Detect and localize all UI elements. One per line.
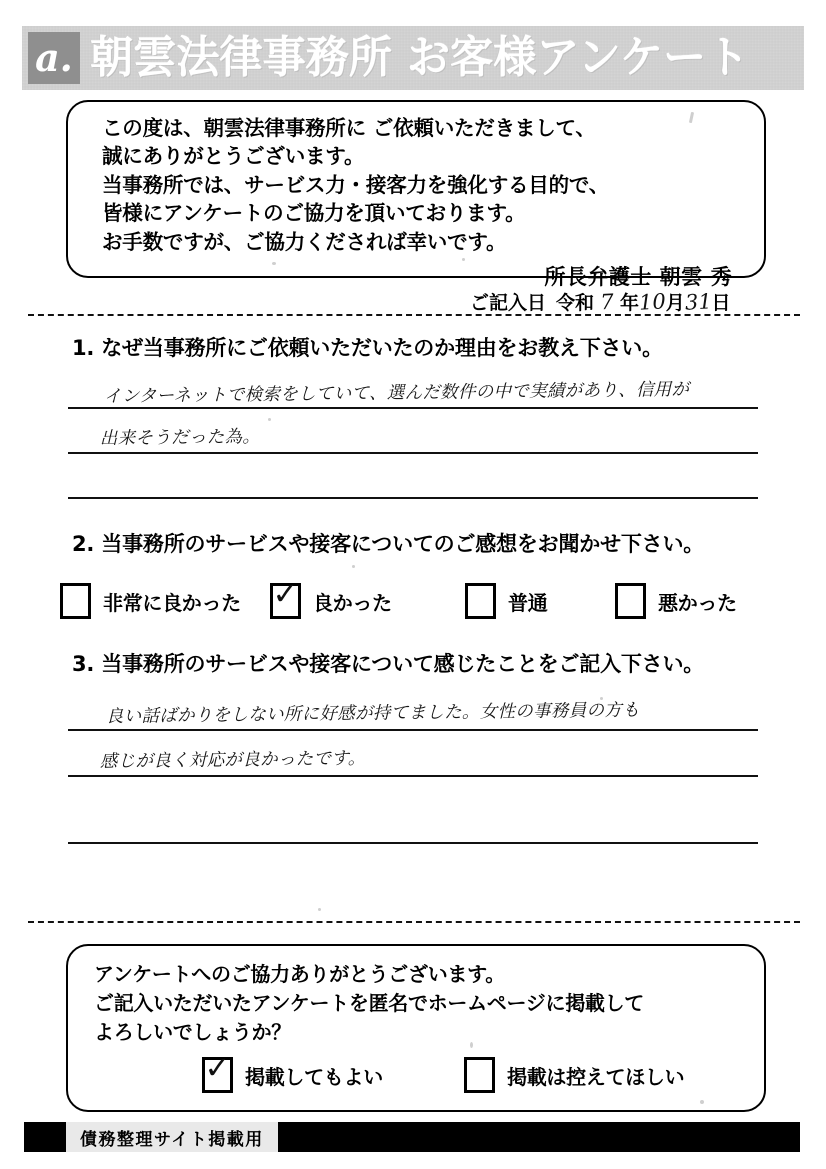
question-1-label: 1. なぜ当事務所にご依頼いただいたのか理由をお教え下さい。 xyxy=(72,336,663,360)
entry-date-row xyxy=(470,288,790,315)
option-label: 普通 xyxy=(508,590,548,615)
answer-rule-line xyxy=(68,497,758,499)
scan-speck xyxy=(318,908,321,911)
option-good[interactable] xyxy=(270,576,465,619)
era-label: 令和 xyxy=(556,292,595,314)
footer-bar xyxy=(24,1122,800,1152)
checkbox-bad[interactable] xyxy=(615,583,646,619)
circle-a-logo-icon: a. xyxy=(28,32,80,84)
answer-rule-line xyxy=(68,775,758,777)
answer-rule-line xyxy=(68,407,758,409)
checkbox-good[interactable] xyxy=(270,576,301,619)
day-unit-label: 日 xyxy=(711,292,731,314)
consent-line: よろしいでしょうか？ xyxy=(94,1020,291,1044)
question-2-label: 2. 当事務所のサービスや接客についてのご感想をお聞かせ下さい。 xyxy=(72,532,705,556)
consent-line: ご記入いただいたアンケートを匿名でホームページに掲載して xyxy=(94,991,644,1015)
checkmark-icon xyxy=(617,580,644,611)
question-2-options-row xyxy=(60,576,800,619)
publication-consent-box xyxy=(66,944,766,1112)
intro-line: この度は、朝雲法律事務所に ご依頼いただきまして、 xyxy=(102,116,596,140)
intro-message-box xyxy=(66,100,766,290)
question-1-answer-line-1[interactable]: インターネットで検索をしていて、選んだ数件の中で実績があり、信用が xyxy=(103,379,690,408)
checkmark-icon xyxy=(62,580,89,611)
checkmark-icon: ✓ xyxy=(271,576,300,613)
option-average[interactable] xyxy=(465,583,615,619)
question-3-label: 3. 当事務所のサービスや接客について感じたことをご記入下さい。 xyxy=(72,652,705,676)
intro-line: お手数ですが、ご協力くだされば幸いです。 xyxy=(102,229,507,254)
entry-date-year-value[interactable]: 7 xyxy=(599,289,615,315)
question-1-answer-line-2[interactable]: 出来そうだった為。 xyxy=(99,427,261,450)
option-very-good[interactable] xyxy=(60,583,270,619)
consent-options-row xyxy=(94,1050,748,1093)
footer-black-segment-right xyxy=(278,1122,800,1152)
checkmark-icon xyxy=(467,580,494,611)
answer-rule-line xyxy=(68,729,758,731)
header-banner xyxy=(22,26,804,90)
entry-date-month-value[interactable]: 10 xyxy=(638,289,667,315)
month-unit-label: 月 xyxy=(665,292,685,314)
option-label: 悪かった xyxy=(658,590,737,615)
checkmark-icon: ✓ xyxy=(203,1050,232,1087)
option-label: 非常に良かった xyxy=(103,590,241,615)
page-title: 朝雲法律事務所 お客様アンケート xyxy=(90,32,750,83)
intro-line: 当事務所では、サービス力・接客力を強化する目的で、 xyxy=(102,172,610,197)
checkbox-decline-publication[interactable] xyxy=(464,1057,495,1093)
intro-line: 皆様にアンケートのご協力を頂いております。 xyxy=(102,201,526,226)
year-unit-label: 年 xyxy=(620,292,640,314)
scan-speck xyxy=(352,565,355,568)
consent-line: アンケートへのご協力ありがとうございます。 xyxy=(94,962,505,986)
intro-line: 誠にありがとうございます。 xyxy=(102,144,365,169)
answer-rule-line xyxy=(68,842,758,844)
question-3-answer-line-1[interactable]: 良い話ばかりをしない所に好感が持てました。女性の事務員の方も xyxy=(105,700,640,728)
checkbox-average[interactable] xyxy=(465,583,496,619)
dashed-separator-top xyxy=(28,314,800,316)
option-label: 掲載は控えてほしい xyxy=(507,1064,685,1089)
checkbox-allow-publication[interactable] xyxy=(202,1050,233,1093)
option-decline-publication[interactable] xyxy=(464,1057,684,1093)
entry-date-day-value[interactable]: 31 xyxy=(684,289,713,315)
footer-black-segment-left xyxy=(24,1122,66,1152)
answer-rule-line xyxy=(68,452,758,454)
checkmark-icon xyxy=(466,1054,493,1085)
option-bad[interactable] xyxy=(615,583,737,619)
option-label: 掲載してもよい xyxy=(245,1064,383,1089)
scan-speck xyxy=(268,418,271,421)
footer-site-tag: 債務整理サイト掲載用 xyxy=(66,1122,278,1152)
option-allow-publication[interactable] xyxy=(202,1050,464,1093)
entry-date-label: ご記入日 xyxy=(470,292,547,314)
checkbox-very-good[interactable] xyxy=(60,583,91,619)
director-signature: 所長弁護士 朝雲 秀 xyxy=(544,265,732,290)
question-3-answer-line-2[interactable]: 感じが良く対応が良かったです。 xyxy=(99,748,366,773)
dashed-separator-bottom xyxy=(28,921,800,923)
option-label: 良かった xyxy=(313,590,392,615)
